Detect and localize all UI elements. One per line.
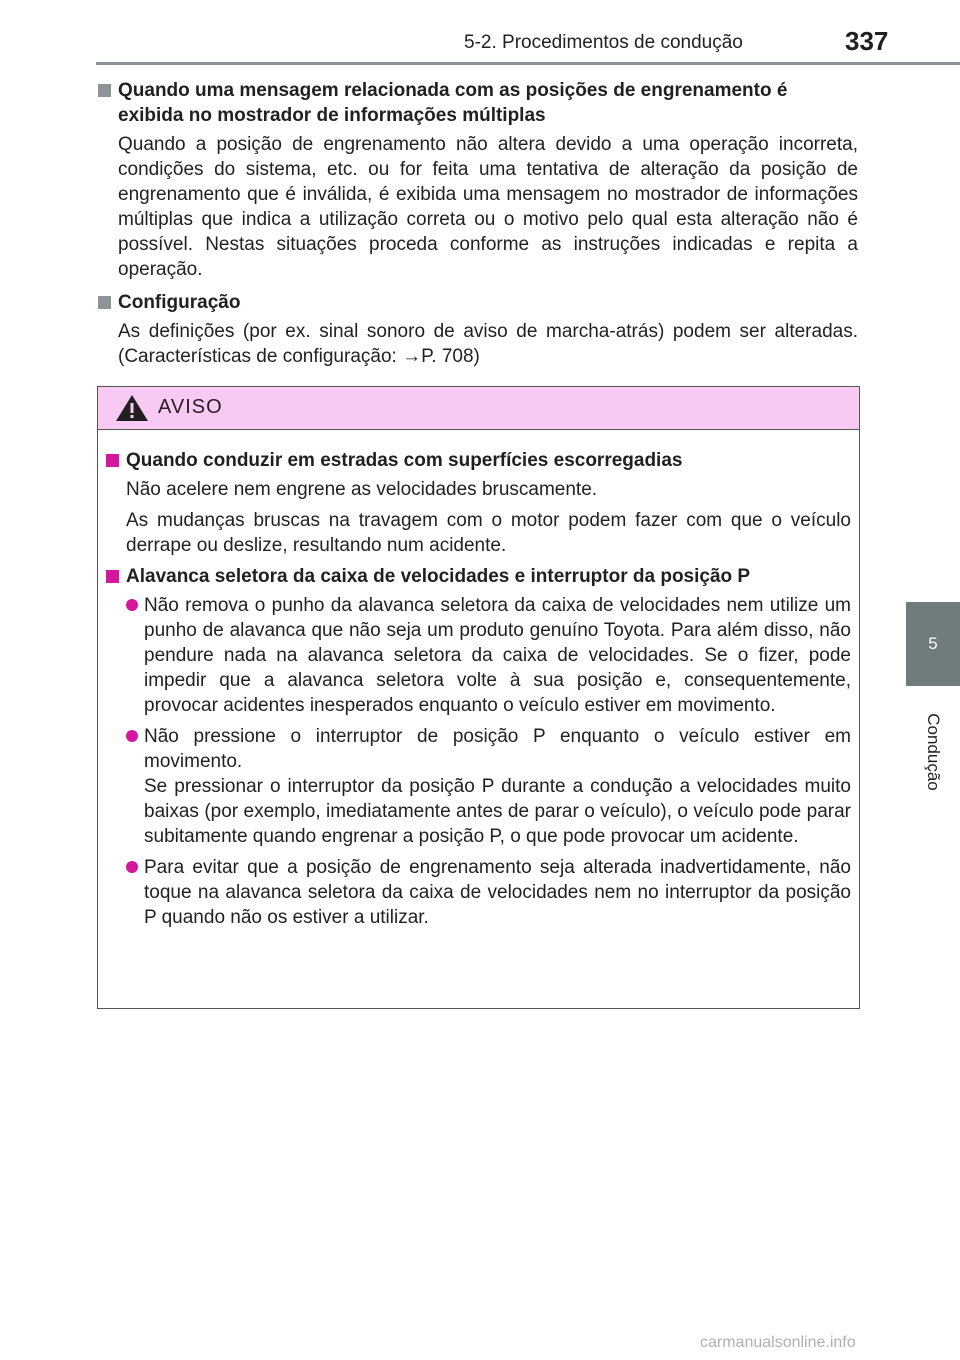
warning-box bbox=[97, 386, 860, 1009]
main-content bbox=[96, 78, 858, 377]
page-header bbox=[0, 0, 960, 66]
warning-heading-text: Quando conduzir em estradas com superfícies escorregadias bbox=[126, 450, 683, 471]
bullet-text: Não pressione o interruptor de posição P enquanto o veículo estiver em movimento. Se pressionar o interruptor da posição P durante a condução a velocidades muito baixas (por exemplo, imediatamente antes de parar o veículo), o veículo pode parar subitamente quando engrenar a posição P, o que pode provocar um acidente. bbox=[144, 726, 851, 847]
page-number: 337 bbox=[845, 26, 889, 56]
warning-triangle-icon bbox=[114, 393, 150, 423]
section-heading bbox=[96, 78, 858, 128]
bullet-text: Para evitar que a posição de engrenamento seja alterada inadvertidamente, não toque na alavanca seletora da caixa de velocidades nem no interruptor da posição P quando não os estiver a utilizar. bbox=[144, 857, 851, 928]
warning-body bbox=[98, 430, 859, 930]
bullet-dot-icon bbox=[126, 730, 138, 742]
magenta-square-icon bbox=[106, 570, 119, 583]
warning-section-heading bbox=[106, 448, 851, 473]
watermark: carmanualsonline.info bbox=[700, 1334, 856, 1351]
magenta-square-icon bbox=[106, 454, 119, 467]
section-title: 5-2. Procedimentos de condução bbox=[464, 32, 743, 53]
section-heading bbox=[96, 290, 858, 315]
bullet-dot-icon bbox=[126, 599, 138, 611]
header-rule bbox=[96, 62, 960, 65]
section-heading-text: Configuração bbox=[118, 292, 241, 313]
section-configuration bbox=[96, 290, 858, 369]
bullet-text: Não remova o punho da alavanca seletora da caixa de velocidades nem utilize um punho de alavanca que não seja um produto genuíno Toyota. Para além disso, não pendure nada na alavanca seletora da caixa de velocidades. Se o fizer, pode impedir que a alavanca seletora volte à sua posição e, consequentemente, provocar acidentes inesperados enquanto o veículo estiver em movimento. bbox=[144, 595, 851, 716]
warning-section-selector bbox=[106, 564, 851, 930]
section-heading-text: Quando uma mensagem relacionada com as posições de engrenamento é exibida no mostrador de informações múltiplas bbox=[118, 80, 788, 126]
section-gear-message bbox=[96, 78, 858, 282]
square-bullet-icon bbox=[98, 84, 111, 97]
bullet-dot-icon bbox=[126, 861, 138, 873]
warning-section-slippery bbox=[106, 448, 851, 558]
warning-bullet bbox=[106, 593, 851, 718]
chapter-label-text: Condução bbox=[924, 713, 944, 791]
warning-heading-text: Alavanca seletora da caixa de velocidades e interruptor da posição P bbox=[126, 566, 751, 587]
warning-section-heading bbox=[106, 564, 851, 589]
warning-paragraph: As mudanças bruscas na travagem com o motor podem fazer com que o veículo derrape ou deslize, resultando num acidente. bbox=[126, 510, 851, 556]
section-body: As definições (por ex. sinal sonoro de aviso de marcha-atrás) podem ser alteradas. (Características de configuração: →P. 708) bbox=[118, 321, 858, 367]
square-bullet-icon bbox=[98, 296, 111, 309]
warning-header bbox=[98, 387, 859, 430]
section-body: Quando a posição de engrenamento não altera devido a uma operação incorreta, condições do sistema, etc. ou for feita uma tentativa de alteração da posição de engrenamento que é inválida, é exibida uma mensagem no mostrador de informações múltiplas que indica a utilização correta ou o motivo pelo qual esta alteração não é possível. Nestas situações proceda conforme as instruções indicadas e repita a operação. bbox=[118, 134, 858, 280]
warning-bullet bbox=[106, 855, 851, 930]
chapter-tab: 5 bbox=[906, 602, 960, 686]
chapter-label bbox=[906, 692, 960, 812]
warning-bullet bbox=[106, 724, 851, 849]
warning-title: AVISO bbox=[158, 396, 223, 418]
warning-paragraph: Não acelere nem engrene as velocidades bruscamente. bbox=[126, 479, 598, 500]
